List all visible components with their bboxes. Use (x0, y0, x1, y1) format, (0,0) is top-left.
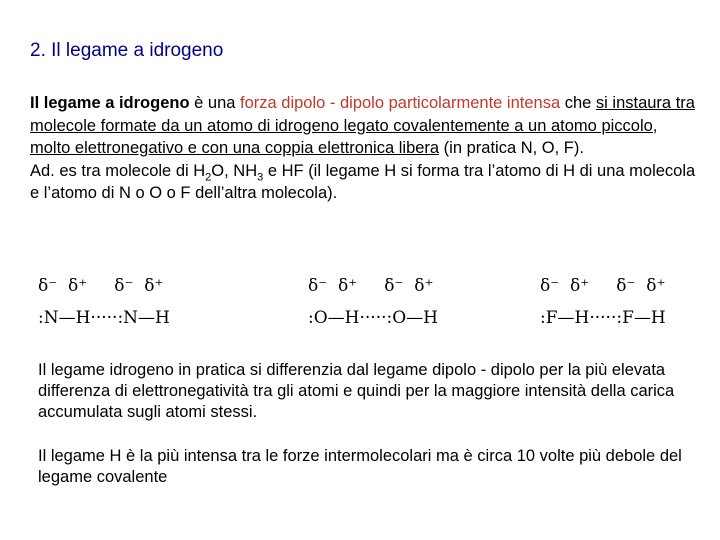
molecule-charges: δ⁻ δ⁺ δ⁻ δ⁺ (38, 276, 164, 296)
molecule-charges: δ⁻ δ⁺ δ⁻ δ⁺ (540, 276, 666, 296)
molecule-hydrogen-fluoride (540, 276, 666, 328)
paragraph-strength: Il legame H è la più intensa tra le forze intermolecolari ma è circa 10 volte più debole del legame covalente (38, 447, 682, 486)
intro-highlight: forza dipolo - dipolo particolarmente intensa (240, 94, 561, 112)
example-text-a: Ad. es tra molecole di H (30, 161, 206, 180)
molecule-charges: δ⁻ δ⁺ δ⁻ δ⁺ (308, 276, 434, 296)
example-sub-2: 2 (205, 170, 212, 183)
intro-text-3: (in pratica N, O, F). (439, 139, 584, 157)
intro-text-1: è una (189, 94, 241, 112)
example-text-c: e HF (il legame H si forma tra l’atomo di H di una molecola e l’atomo di N o O o F dell’altra molecola). (30, 161, 696, 202)
molecule-ammonia (38, 276, 170, 328)
intro-paragraph (30, 92, 700, 205)
molecule-formula: :F—H·····:F—H (540, 308, 666, 328)
paragraph-difference: Il legame idrogeno in pratica si differenzia dal legame dipolo - dipolo per la più elevata differenza di elettronegatività tra gli atomi e quindi per la maggiore intensità della carica accumulata sugli atomi stessi. (38, 361, 675, 421)
molecule-formula: :N—H·····:N—H (38, 308, 170, 328)
intro-text-2: che (560, 94, 596, 112)
page-title: 2. Il legame a idrogeno (30, 40, 224, 61)
molecule-formula: :O—H·····:O—H (308, 308, 438, 328)
example-sub-3: 3 (257, 170, 264, 183)
intro-underlined: si instaura tra molecole formate da un atomo di idrogeno legato covalentemente a un atomo piccolo, molto elettronegativo e con una coppia elettronica libera (30, 94, 695, 157)
example-text-b: O, NH (211, 161, 258, 180)
molecule-water (308, 276, 438, 328)
intro-bold-term: Il legame a idrogeno (30, 94, 190, 112)
